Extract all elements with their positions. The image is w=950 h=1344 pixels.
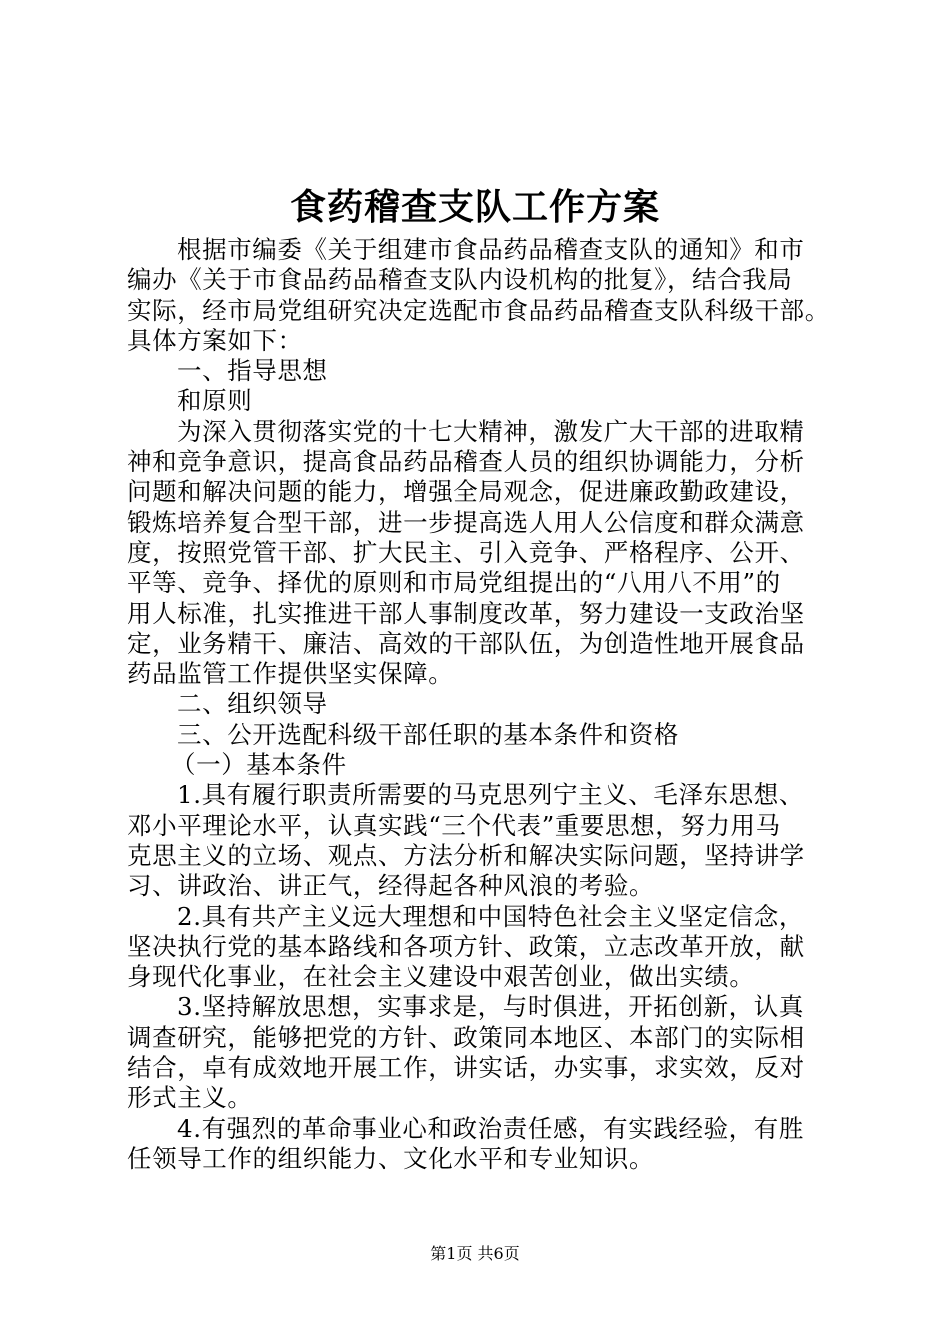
text-line: 4.有强烈的革命事业心和政治责任感，有实践经验，有胜 bbox=[177, 1113, 804, 1143]
text-line: 三、公开选配科级干部任职的基本条件和资格 bbox=[177, 719, 679, 749]
text-line: 锻炼培养复合型干部，进一步提高选人用人公信度和群众满意 bbox=[127, 507, 805, 537]
page-title: 食药稽查支队工作方案 bbox=[289, 187, 660, 228]
text-line: 具体方案如下： bbox=[127, 325, 303, 355]
text-line: 1.具有履行职责所需要的马克思列宁主义、毛泽东思想、 bbox=[177, 780, 804, 810]
text-line: 克思主义的立场、观点、方法分析和解决实际问题，坚持讲学 bbox=[127, 840, 805, 870]
text-line: 定，业务精干、廉洁、高效的干部队伍，为创造性地开展食品 bbox=[127, 628, 805, 658]
text-line: 调查研究，能够把党的方针、政策同本地区、本部门的实际相 bbox=[127, 1022, 805, 1052]
page-footer: 第1页 共6页 bbox=[430, 1244, 520, 1263]
text-line: 坚决执行党的基本路线和各项方针、政策，立志改革开放，献 bbox=[127, 931, 805, 961]
text-line: 习、讲政治、讲正气，经得起各种风浪的考验。 bbox=[127, 871, 655, 901]
document-body bbox=[127, 235, 837, 1174]
text-line: 2.具有共产主义远大理想和中国特色社会主义坚定信念， bbox=[177, 901, 804, 931]
text-line: 问题和解决问题的能力，增强全局观念，促进廉政勤政建设， bbox=[127, 477, 805, 507]
text-line: 一、指导思想 bbox=[177, 356, 328, 386]
text-line: 神和竞争意识，提高食品药品稽查人员的组织协调能力，分析 bbox=[127, 447, 805, 477]
text-line: 任领导工作的组织能力、文化水平和专业知识。 bbox=[127, 1143, 655, 1173]
text-line: 二、组织领导 bbox=[177, 689, 328, 719]
text-line: 药品监管工作提供坚实保障。 bbox=[127, 659, 454, 689]
text-line: 编办《关于市食品药品稽查支队内设机构的批复》，结合我局 bbox=[127, 265, 793, 295]
text-line: 3.坚持解放思想，实事求是，与时俱进，开拓创新，认真 bbox=[177, 992, 804, 1022]
text-line: 形式主义。 bbox=[127, 1083, 253, 1113]
text-line: 身现代化事业，在社会主义建设中艰苦创业，做出实绩。 bbox=[127, 962, 755, 992]
text-line: （一）基本条件 bbox=[171, 750, 347, 780]
text-line: 和原则 bbox=[177, 386, 253, 416]
text-line: 平等、竞争、择优的原则和市局党组提出的“八用八不用”的 bbox=[127, 568, 781, 598]
text-line: 为深入贯彻落实党的十七大精神，激发广大干部的进取精 bbox=[177, 416, 805, 446]
text-line: 实际，经市局党组研究决定选配市食品药品稽查支队科级干部。 bbox=[127, 295, 830, 325]
text-line: 邓小平理论水平，认真实践“三个代表”重要思想，努力用马 bbox=[127, 810, 781, 840]
text-line: 用人标准，扎实推进干部人事制度改革，努力建设一支政治坚 bbox=[127, 598, 805, 628]
text-line: 结合，卓有成效地开展工作，讲实话，办实事，求实效，反对 bbox=[127, 1053, 805, 1083]
text-line: 根据市编委《关于组建市食品药品稽查支队的通知》和市 bbox=[177, 235, 805, 264]
text-line: 度，按照党管干部、扩大民主、引入竞争、严格程序、公开、 bbox=[127, 537, 805, 567]
